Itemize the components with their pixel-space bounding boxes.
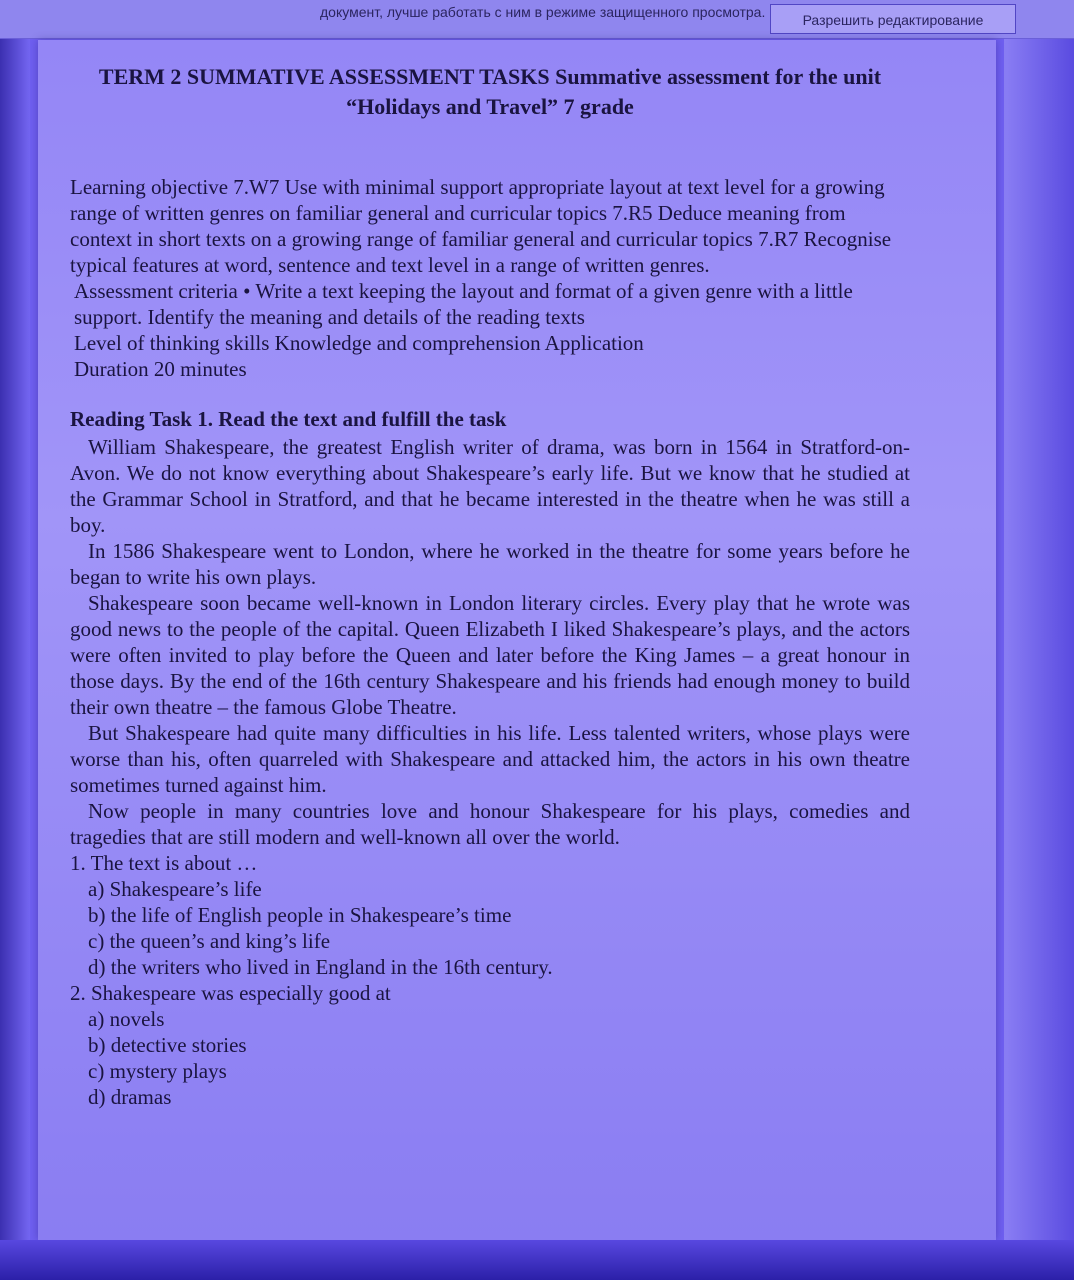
thinking-skills: Level of thinking skills Knowledge and comprehension Application bbox=[74, 331, 644, 355]
page-title: TERM 2 SUMMATIVE ASSESSMENT TASKS Summative assessment for the unit “Holidays and Travel” 7 grade bbox=[98, 64, 882, 119]
question-2 bbox=[70, 980, 910, 1110]
assessment-meta bbox=[70, 174, 910, 382]
paragraph: Shakespeare soon became well-known in London literary circles. Every play that he wrote was good news to the people of the capital. Queen Elizabeth I liked Shakespeare’s plays, and the actors were often invited to play before the Queen and later before the King James – a great honour in those days. By the end of the 16th century Shakespeare and his friends had enough money to build their own theatre – the famous Globe Theatre. bbox=[70, 591, 910, 719]
task-heading: Reading Task 1. Read the text and fulfill the task bbox=[70, 407, 507, 431]
paragraph: But Shakespeare had quite many difficulties in his life. Less talented writers, whose plays were worse than his, often quarreled with Shakespeare and attacked him, the actors in his own theatre sometimes turned against him. bbox=[70, 721, 910, 797]
answer-option: d) the writers who lived in England in the 16th century. bbox=[88, 955, 553, 979]
duration: Duration 20 minutes bbox=[74, 357, 247, 381]
protected-view-message: документ, лучше работать с ним в режиме защищенного просмотра. bbox=[320, 4, 766, 20]
document-page bbox=[38, 40, 996, 1240]
answer-option: a) novels bbox=[88, 1007, 165, 1031]
paragraph: In 1586 Shakespeare went to London, where he worked in the theatre for some years before he began to write his own plays. bbox=[70, 539, 910, 589]
document-body bbox=[70, 62, 910, 1110]
learning-objective: Learning objective 7.W7 Use with minimal support appropriate layout at text level for a growing range of written genres on familiar general and curricular topics 7.R5 Deduce meaning from context in short texts on a growing range of familiar general and curricular topics 7.R7 Recognise typical features at word, sentence and text level in a range of written genres. bbox=[70, 175, 892, 277]
answer-option: c) the queen’s and king’s life bbox=[88, 929, 331, 953]
paragraph: Now people in many countries love and honour Shakespeare for his plays, comedies and tragedies that are still modern and well-known all over the world. bbox=[70, 799, 910, 849]
question-1 bbox=[70, 850, 910, 980]
assessment-criteria: Assessment criteria • Write a text keeping the layout and format of a given genre with a little support. Identify the meaning and details of the reading texts bbox=[74, 279, 853, 329]
question-text: 1. The text is about … bbox=[70, 851, 258, 875]
answer-option: c) mystery plays bbox=[88, 1059, 227, 1083]
answer-option: b) detective stories bbox=[88, 1033, 247, 1057]
paragraph: William Shakespeare, the greatest English writer of drama, was born in 1564 in Stratford-on-Avon. We do not know everything about Shakespeare’s early life. But we know that he studied at the Grammar School in Stratford, and that he became interested in the theatre when he was still a boy. bbox=[70, 435, 910, 537]
answer-option: b) the life of English people in Shakespeare’s time bbox=[88, 903, 512, 927]
enable-editing-button[interactable]: Разрешить редактирование bbox=[770, 4, 1016, 34]
screen-bezel-bottom bbox=[0, 1240, 1074, 1280]
question-text: 2. Shakespeare was especially good at bbox=[70, 981, 391, 1005]
protected-view-bar bbox=[0, 0, 1074, 39]
screen-bezel-left bbox=[0, 0, 30, 1280]
answer-option: d) dramas bbox=[88, 1085, 172, 1109]
answer-option: a) Shakespeare’s life bbox=[88, 877, 262, 901]
screen-bezel-right bbox=[1004, 0, 1074, 1280]
